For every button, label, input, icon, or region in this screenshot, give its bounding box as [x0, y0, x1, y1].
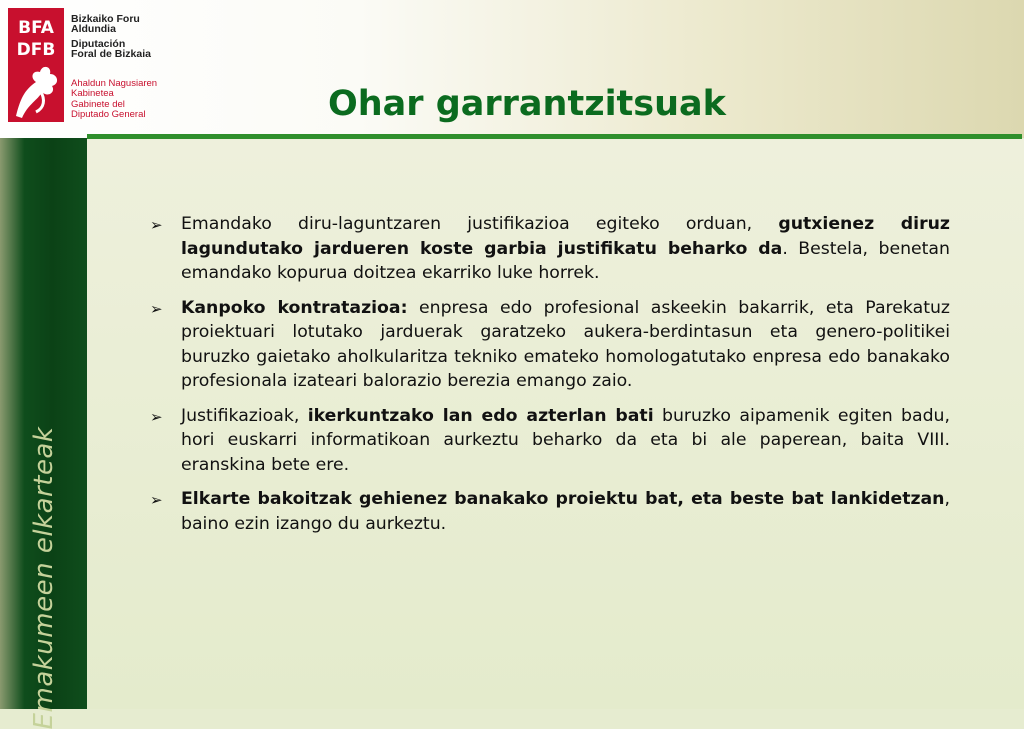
org-dept-line4: Diputado General: [71, 109, 146, 120]
oak-leaf-icon: [10, 60, 62, 120]
logo-abbr-dfb: DFB: [16, 40, 56, 60]
org-dept-line1: Ahaldun Nagusiaren: [71, 78, 158, 89]
arrow-bullet-icon: ➢: [150, 407, 163, 426]
arrow-bullet-icon: ➢: [150, 299, 163, 318]
arrow-bullet-icon: ➢: [150, 491, 163, 509]
bullet-bold-text: gutxienez diruz lagundutako jardueren koste garbia justifikatu beharko da: [181, 214, 950, 259]
org-name-line1: Bizkaiko Foru: [71, 13, 140, 25]
sidebar-band: [0, 138, 87, 729]
page-title: Ohar garrantzitsuak: [328, 84, 726, 124]
arrow-bullet-icon: ➢: [150, 216, 163, 234]
bullet-text: , baino ezin izango du aurkeztu.: [181, 489, 950, 534]
header: [0, 0, 1024, 138]
bullet-text: buruzko aipamenik egiten badu, hori euskarri informatikoan aurkeztu beharko da eta bi ale paperean, baita VIII. eranskina bete ere.: [181, 405, 951, 475]
bullet-bold-text: ikerkuntzako lan edo azterlan bati: [307, 405, 654, 426]
bullet-text: enpresa edo profesional askeekin bakarrik, eta Parekatuz proiektuari lotutako jarduerak garatzeko aukera-berdintasun eta genero-politikei buruzko gaietako aholkularitza tekniko emateko homologatutako enpresa edo banakako profesionala izateari balorazio berezia emango zaio.: [181, 297, 950, 391]
org-name-line4: Foral de Bizkaia: [71, 48, 151, 60]
bullet-bold-text: Elkarte bakoitzak gehienez banakako proiektu bat, eta beste bat lankidetzan: [181, 489, 945, 509]
org-name-line2: Aldundia: [71, 23, 116, 35]
bullet-item: [150, 296, 950, 394]
sidebar-vertical-title: Emakumeen elkarteak: [29, 426, 59, 729]
bullet-list: [150, 212, 950, 546]
logo-abbr-bfa: BFA: [18, 18, 54, 38]
bfa-dfb-logo: [8, 8, 64, 122]
bullet-item: [150, 212, 950, 286]
bullet-text: Emandako diru-laguntzaren justifikazioa egiteko orduan,: [181, 214, 779, 234]
org-name-line3: Diputación: [71, 38, 126, 50]
bullet-item: [150, 404, 950, 478]
org-dept-line3: Gabinete del: [71, 99, 125, 110]
org-dept-line2: Kabinetea: [71, 88, 114, 99]
bullet-text: Justifikazioak,: [181, 405, 308, 426]
bullet-item: [150, 487, 950, 536]
bullet-text: . Bestela, benetan emandako kopurua doitzea ekarriko luke horrek.: [181, 238, 950, 283]
bullet-bold-text: Kanpoko kontratazioa:: [181, 297, 408, 318]
